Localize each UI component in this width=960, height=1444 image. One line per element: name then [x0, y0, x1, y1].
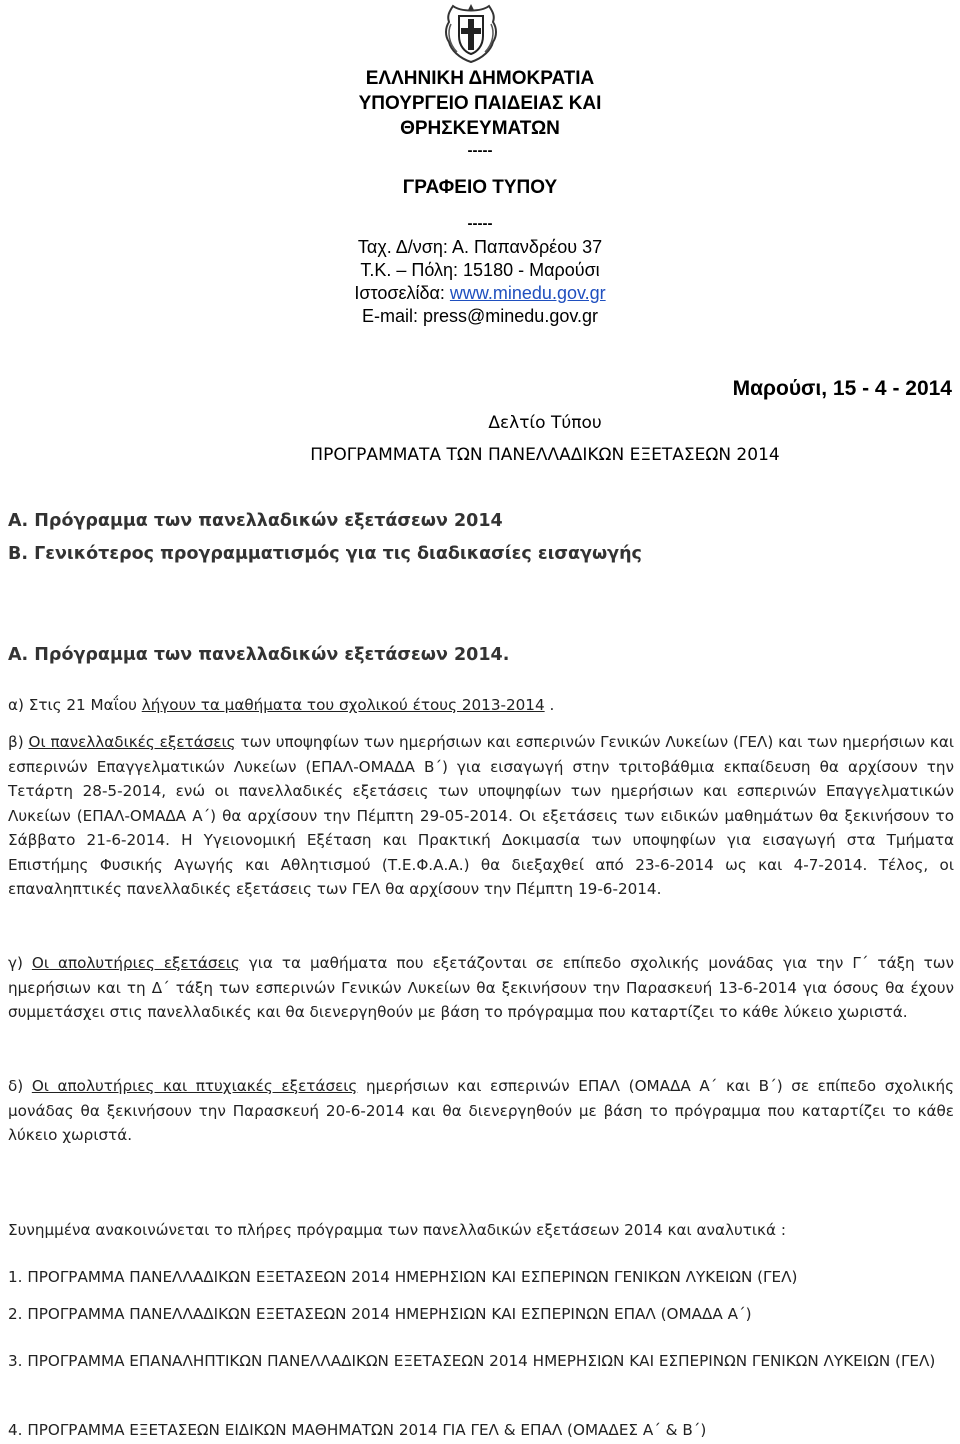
- alpha-suffix: .: [544, 696, 555, 714]
- toc-item-a: Α. Πρόγραμμα των πανελλαδικών εξετάσεων 2014: [8, 511, 503, 531]
- bulletin-subtitle: ΠΡΟΓΡΑΜΜΑΤΑ ΤΩΝ ΠΑΝΕΛΛΑΔΙΚΩΝ ΕΞΕΤΑΣΕΩΝ 2014: [310, 445, 780, 465]
- gamma-underlined: Οι απολυτήριες εξετάσεις: [31, 954, 240, 972]
- delta-underlined: Οι απολυτήριες και πτυχιακές εξετάσεις: [31, 1077, 358, 1095]
- paragraph-delta: [8, 1074, 954, 1148]
- delta-prefix: δ): [8, 1077, 32, 1095]
- separator: -----: [467, 215, 493, 232]
- section-a-heading: Α. Πρόγραμμα των πανελλαδικών εξετάσεων 2014.: [8, 645, 510, 665]
- website-line: [300, 282, 660, 305]
- country-name: ΕΛΛΗΝΙΚΗ ΔΗΜΟΚΡΑΤΙΑ: [365, 68, 595, 89]
- gamma-text: για τα μαθήματα που εξετάζονται σε επίπεδο σχολικής μονάδας για την Γ΄ τάξη των ημερήσιων και τη Δ΄ τάξη των εσπερινών Γενικών Λυκείων θα ξεκινήσουν την Παρασκευή 13-6-2014 για όσους θα έχουν συμμετάσχει στις πανελλαδικές και θα διενεργηθούν με βάση το πρόγραμμα που καταρτίζει το κάθε λύκειο χωριστά.: [8, 954, 954, 1021]
- bulletin-title: Δελτίο Τύπου: [488, 413, 602, 433]
- attachment-item-3: 3. ΠΡΟΓΡΑΜΜΑ ΕΠΑΝΑΛΗΠΤΙΚΩΝ ΠΑΝΕΛΛΑΔΙΚΩΝ ΕΞΕΤΑΣΕΩΝ 2014 ΗΜΕΡΗΣΙΩΝ ΚΑΙ ΕΣΠΕΡΙΝΩΝ ΓΕΝΙΚΩΝ ΛΥΚΕΙΩΝ (ΓΕΛ): [8, 1352, 936, 1370]
- attachment-item-4: 4. ΠΡΟΓΡΑΜΜΑ ΕΞΕΤΑΣΕΩΝ ΕΙΔΙΚΩΝ ΜΑΘΗΜΑΤΩΝ 2014 ΓΙΑ ΓΕΛ & ΕΠΑΛ (ΟΜΑΔΕΣ Α΄ & Β΄): [8, 1421, 707, 1439]
- header-block: [300, 66, 660, 328]
- beta-text: των υποψηφίων των ημερήσιων και εσπερινών Γενικών Λυκείων (ΓΕΛ) και των ημερήσιων και εσπερινών Επαγγελματικών Λυκείων (ΕΠΑΛ-ΟΜΑΔΑ Β΄) για εισαγωγή στην τριτοβάθμια εκπαίδευση θα αρχίσουν την Τετάρτη 28-5-2014, ενώ οι πανελλαδικές εξετάσεις των υποψηφίων των ημερήσιων και εσπερινών Επαγγελματικών Λυκείων (ΕΠΑΛ-ΟΜΑΔΑ Α΄) θα αρχίσουν την Πέμπτη 29-05-2014. Οι εξετάσεις των ειδικών μαθημάτων θα ξεκινήσουν το Σάββατο 21-6-2014. Η Υγειονομική Εξέταση και Πρακτική Δοκιμασία των υποψηφίων για εισαγωγή στα Τμήματα Επιστήμης Φυσικής Αγωγής και Αθλητισμού (Τ.Ε.Φ.Α.Α.) θα διεξαχθεί από 23-6-2014 ως και 4-7-2014. Τέλος, οι επαναληπτικές πανελλαδικές εξετάσεις των ΓΕΛ θα αρχίσουν την Πέμπτη 19-6-2014.: [8, 733, 954, 898]
- paragraph-beta: [8, 730, 954, 902]
- office-name: ΓΡΑΦΕΙΟ ΤΥΠΟΥ: [402, 177, 558, 198]
- website-label: Ιστοσελίδα:: [354, 283, 450, 303]
- delta-text: ημερήσιων και εσπερινών ΕΠΑΛ (ΟΜΑΔΑ Α΄ και Β΄) σε επίπεδο σχολικής μονάδας θα ξεκινήσουν την Παρασκευή 20-6-2014 και θα διενεργηθούν με βάση το πρόγραμμα που καταρτίζει το κάθε λύκειο χωριστά.: [8, 1077, 955, 1144]
- attachment-item-1: 1. ΠΡΟΓΡΑΜΜΑ ΠΑΝΕΛΛΑΔΙΚΩΝ ΕΞΕΤΑΣΕΩΝ 2014 ΗΜΕΡΗΣΙΩΝ ΚΑΙ ΕΣΠΕΡΙΝΩΝ ΓΕΝΙΚΩΝ ΛΥΚΕΙΩΝ (ΓΕΛ): [8, 1268, 798, 1286]
- website-link[interactable]: www.minedu.gov.gr: [449, 283, 606, 303]
- attachment-item-2: 2. ΠΡΟΓΡΑΜΜΑ ΠΑΝΕΛΛΑΔΙΚΩΝ ΕΞΕΤΑΣΕΩΝ 2014 ΗΜΕΡΗΣΙΩΝ ΚΑΙ ΕΣΠΕΡΙΝΩΝ ΕΠΑΛ (ΟΜΑΔΑ Α΄): [8, 1305, 752, 1323]
- postal-city: Τ.Κ. – Πόλη: 15180 - Μαρούσι: [360, 260, 600, 280]
- paragraph-gamma: [8, 951, 954, 1025]
- beta-underlined: Οι πανελλαδικές εξετάσεις: [28, 733, 236, 751]
- alpha-prefix: α) Στις 21 Μαΐου: [8, 696, 142, 714]
- separator: -----: [467, 142, 493, 159]
- ministry-name: ΥΠΟΥΡΓΕΙΟ ΠΑΙΔΕΙΑΣ ΚΑΙ ΘΡΗΣΚΕΥΜΑΤΩΝ: [358, 93, 602, 139]
- paragraph-alpha: [8, 693, 954, 718]
- attachments-intro: Συνημμένα ανακοινώνεται το πλήρες πρόγραμμα των πανελλαδικών εξετάσεων 2014 και αναλυτικά :: [8, 1221, 786, 1239]
- document-date: Μαρούσι, 15 - 4 - 2014: [732, 377, 952, 400]
- email: E-mail: press@minedu.gov.gr: [361, 306, 599, 326]
- address: Ταχ. Δ/νση: Α. Παπανδρέου 37: [357, 237, 603, 257]
- greek-coat-of-arms-icon: [441, 2, 501, 64]
- beta-prefix: β): [8, 733, 29, 751]
- toc-item-b: Β. Γενικότερος προγραμματισμός για τις διαδικασίες εισαγωγής: [8, 544, 642, 564]
- gamma-prefix: γ): [8, 954, 32, 972]
- alpha-underlined: λήγουν τα μαθήματα του σχολικού έτους 2013-2014: [141, 696, 545, 714]
